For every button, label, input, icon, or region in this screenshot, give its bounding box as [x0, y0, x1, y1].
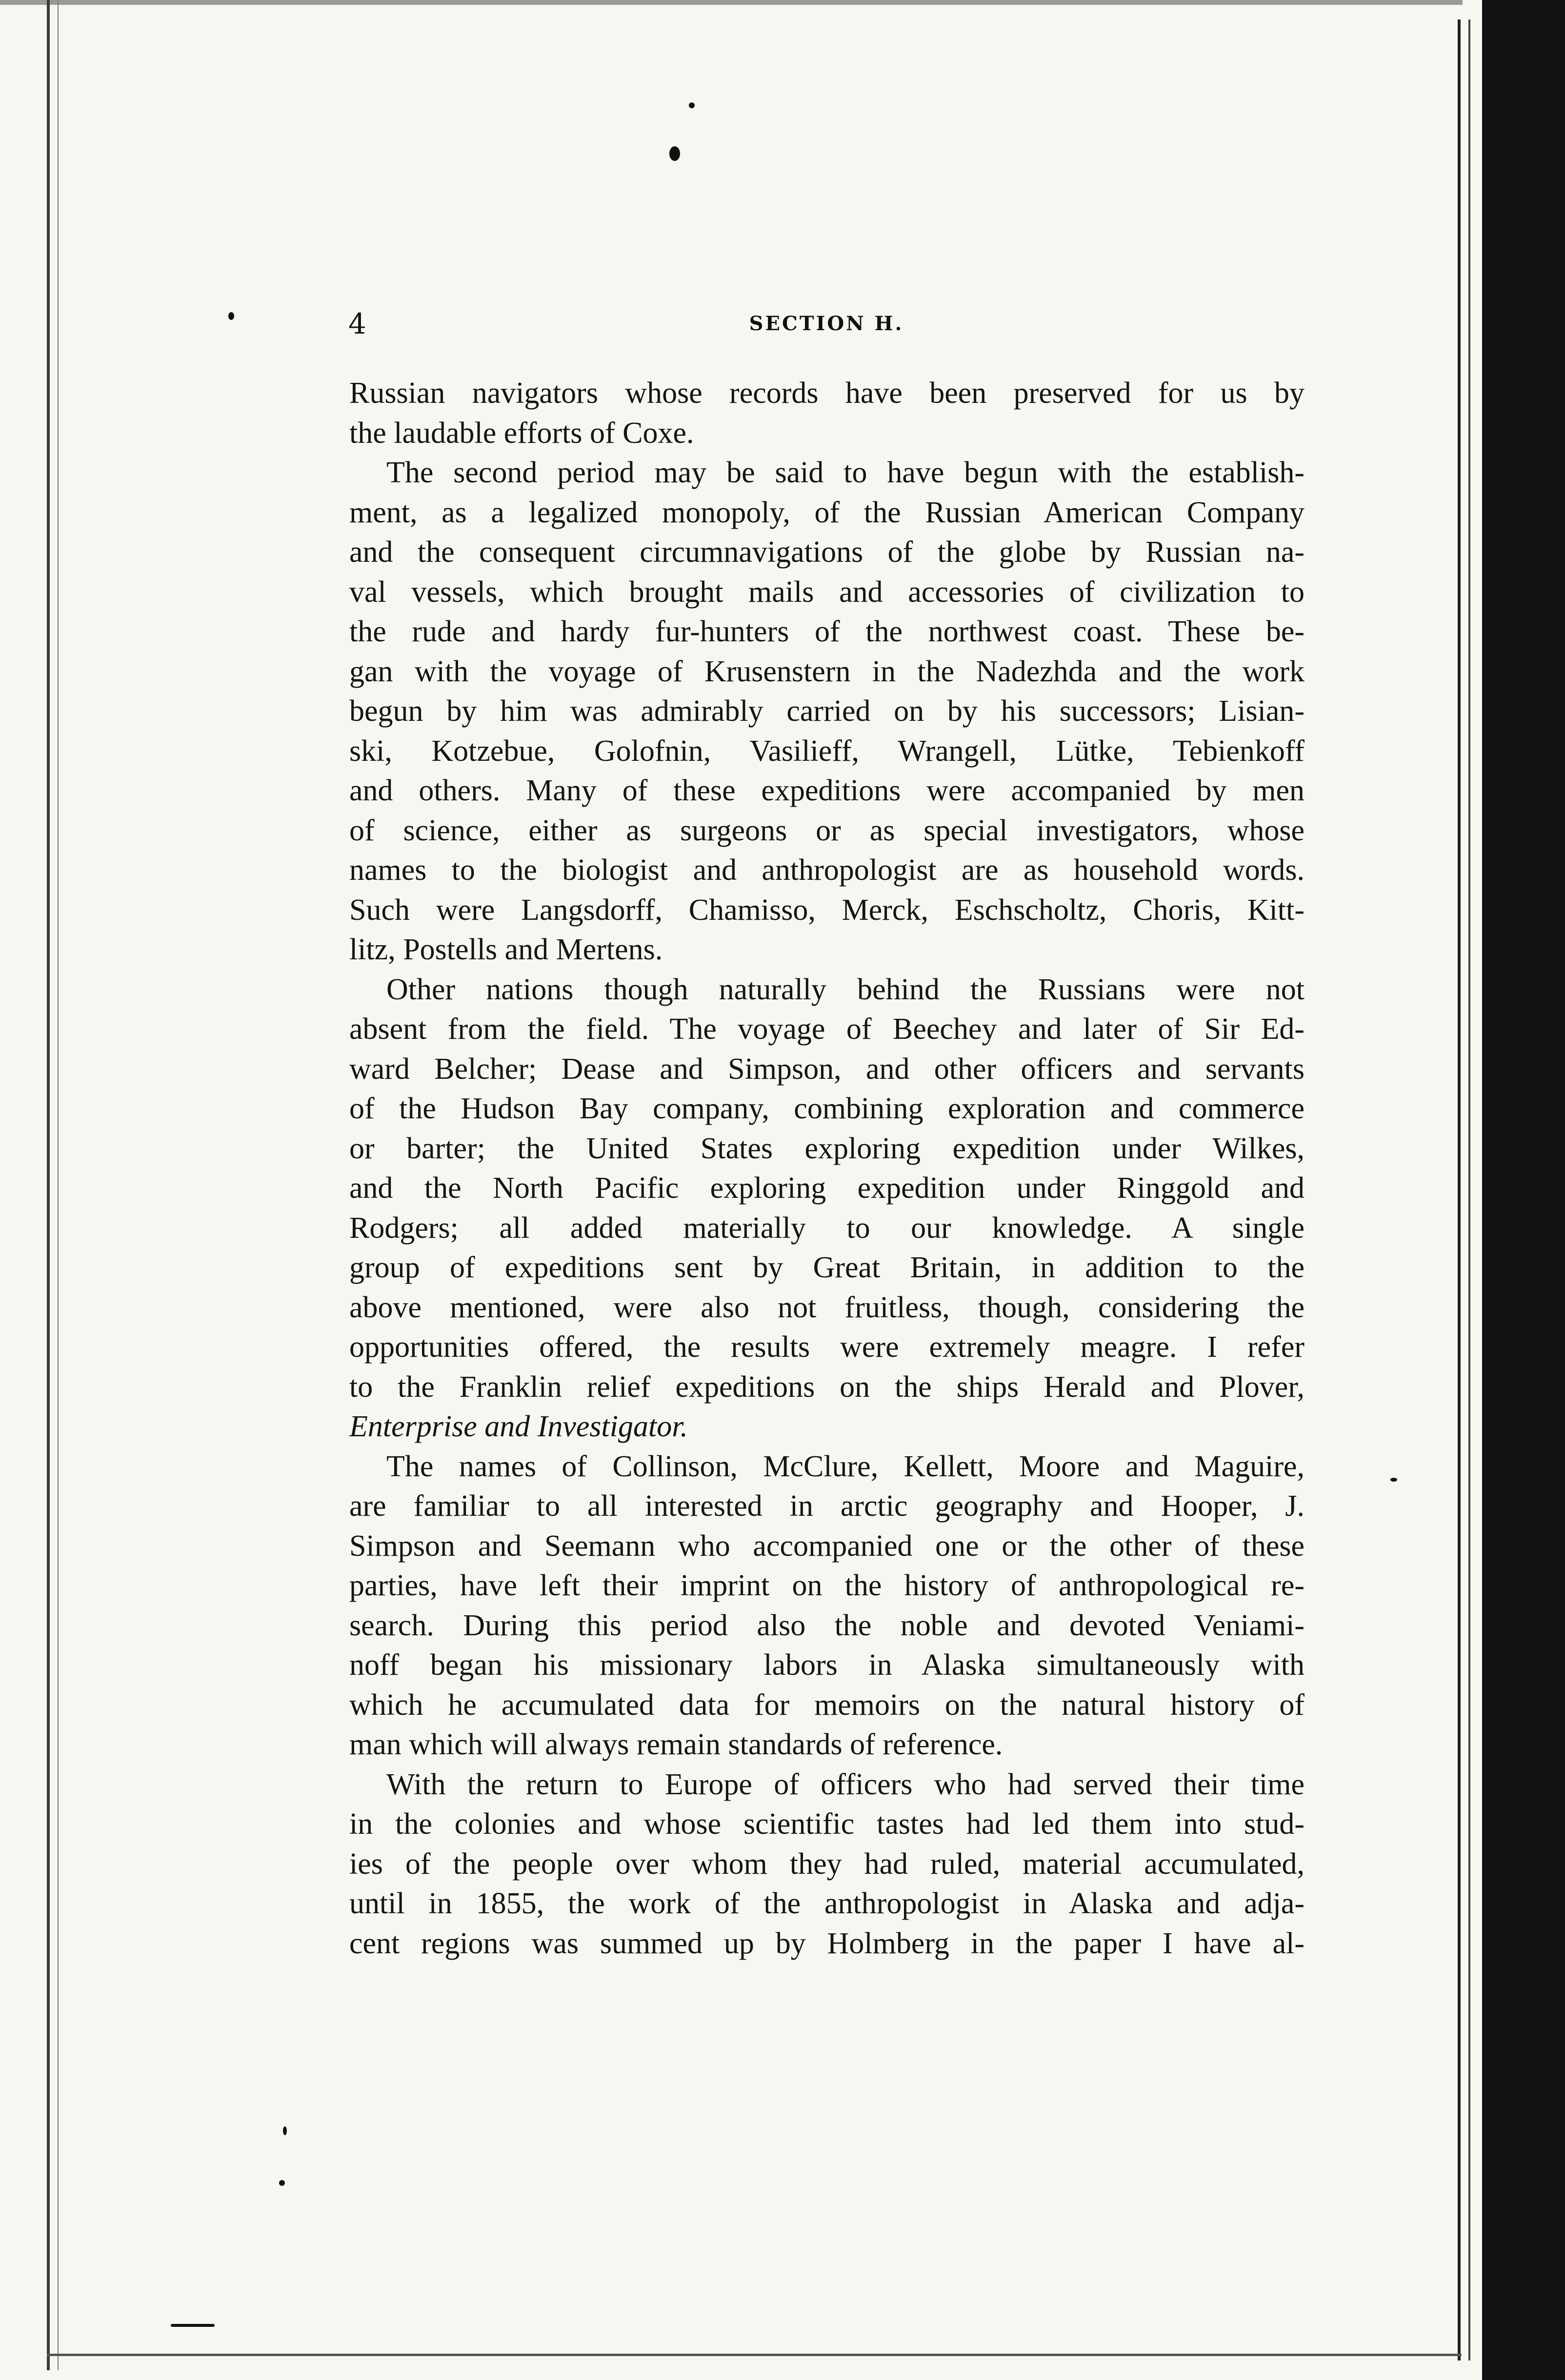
- text-line: names to the biologist and anthropologist are as household words.: [349, 853, 1304, 887]
- text-line: in the colonies and whose scientific tastes had led them into stud-: [349, 1807, 1304, 1841]
- text-line: to the Franklin relief expeditions on the ships Herald and Plover,: [349, 1370, 1304, 1404]
- text-line: Rodgers; all added materially to our knowledge. A single: [349, 1211, 1304, 1245]
- text-line: val vessels, which brought mails and accessories of civilization to: [349, 575, 1304, 609]
- text-line: which he accumulated data for memoirs on the natural history of: [349, 1688, 1304, 1722]
- page-edge-left-inner: [58, 0, 59, 2370]
- ink-speck: [669, 146, 680, 161]
- text-line: absent from the field. The voyage of Beechey and later of Sir Ed-: [349, 1012, 1304, 1046]
- paragraph: [349, 970, 1304, 1447]
- text-line: With the return to Europe of officers who had served their time: [386, 1767, 1304, 1801]
- page-number: 4: [348, 307, 366, 340]
- text-line: and the North Pacific exploring expedition under Ringgold and: [349, 1171, 1304, 1205]
- text-line: Russian navigators whose records have been preserved for us by: [349, 377, 1304, 410]
- ink-speck: [1390, 1478, 1397, 1482]
- ink-speck: [689, 102, 695, 108]
- ink-speck: [279, 2180, 285, 2186]
- page-edge-right-line-2: [1468, 20, 1470, 2360]
- text-line: until in 1855, the work of the anthropologist in Alaska and adja-: [349, 1887, 1304, 1920]
- text-line: Simpson and Seemann who accompanied one or the other of these: [349, 1529, 1304, 1563]
- text-line: ies of the people over whom they had ruled, material accumulated,: [349, 1847, 1304, 1881]
- text-line: Other nations though naturally behind the Russians were not: [386, 972, 1304, 1006]
- text-line: opportunities offered, the results were extremely meagre. I refer: [349, 1330, 1304, 1364]
- text-line: Such were Langsdorff, Chamisso, Merck, Eschscholtz, Choris, Kitt-: [349, 893, 1304, 927]
- text-line: begun by him was admirably carried on by his successors; Lisian-: [349, 694, 1304, 728]
- text-line: The second period may be said to have begun with the establish-: [386, 456, 1304, 489]
- page-header: [348, 307, 1304, 346]
- text-line: ward Belcher; Dease and Simpson, and other officers and servants: [349, 1052, 1304, 1086]
- text-line: Enterprise and Investigator.: [349, 1410, 688, 1443]
- text-line: above mentioned, were also not fruitless, though, considering the: [349, 1290, 1304, 1324]
- text-line: gan with the voyage of Krusenstern in the Nadezhda and the work: [349, 654, 1304, 688]
- page-edge-left: [47, 0, 50, 2370]
- paragraph: [349, 1765, 1304, 1964]
- text-line: ski, Kotzebue, Golofnin, Vasilieff, Wrangell, Lütke, Tebienkoff: [349, 734, 1304, 768]
- text-line: cent regions was summed up by Holmberg in the paper I have al-: [349, 1926, 1304, 1960]
- text-line: group of expeditions sent by Great Britain, in addition to the: [349, 1251, 1304, 1284]
- text-line: the laudable efforts of Coxe.: [349, 416, 694, 450]
- section-title: SECTION H.: [749, 312, 904, 335]
- text-line: ment, as a legalized monopoly, of the Russian American Company: [349, 496, 1304, 529]
- text-line: and others. Many of these expeditions were accompanied by men: [349, 774, 1304, 807]
- page-edge-right: [1472, 0, 1565, 2380]
- page-edge-top: [0, 0, 1472, 5]
- text-line: and the consequent circumnavigations of the globe by Russian na-: [349, 536, 1304, 569]
- text-line: are familiar to all interested in arctic geography and Hooper, J.: [349, 1489, 1304, 1523]
- page-edge-right-gap: [1463, 0, 1482, 2380]
- page-edge-right-line: [1458, 20, 1461, 2360]
- paragraph: [349, 374, 1304, 453]
- text-line: litz, Postells and Mertens.: [349, 933, 663, 966]
- text-line: noff began his missionary labors in Alaska simultaneously with: [349, 1648, 1304, 1682]
- text-line: The names of Collinson, McClure, Kellett, Moore and Maguire,: [386, 1449, 1304, 1483]
- page-edge-bottom: [47, 2354, 1462, 2356]
- ink-speck: [283, 2126, 287, 2135]
- paragraph: [349, 1447, 1304, 1765]
- text-line: of the Hudson Bay company, combining exploration and commerce: [349, 1092, 1304, 1125]
- ink-speck: [171, 2324, 215, 2327]
- text-line: of science, either as surgeons or as special investigators, whose: [349, 813, 1304, 847]
- text-line: man which will always remain standards of reference.: [349, 1728, 1003, 1761]
- body-text: [349, 374, 1304, 1964]
- paragraph: [349, 453, 1304, 970]
- text-line: or barter; the United States exploring expedition under Wilkes,: [349, 1131, 1304, 1165]
- text-line: search. During this period also the noble and devoted Veniami-: [349, 1608, 1304, 1642]
- ink-speck: [228, 312, 234, 320]
- text-line: parties, have left their imprint on the history of anthropological re-: [349, 1569, 1304, 1602]
- text-line: the rude and hardy fur-hunters of the northwest coast. These be-: [349, 615, 1304, 648]
